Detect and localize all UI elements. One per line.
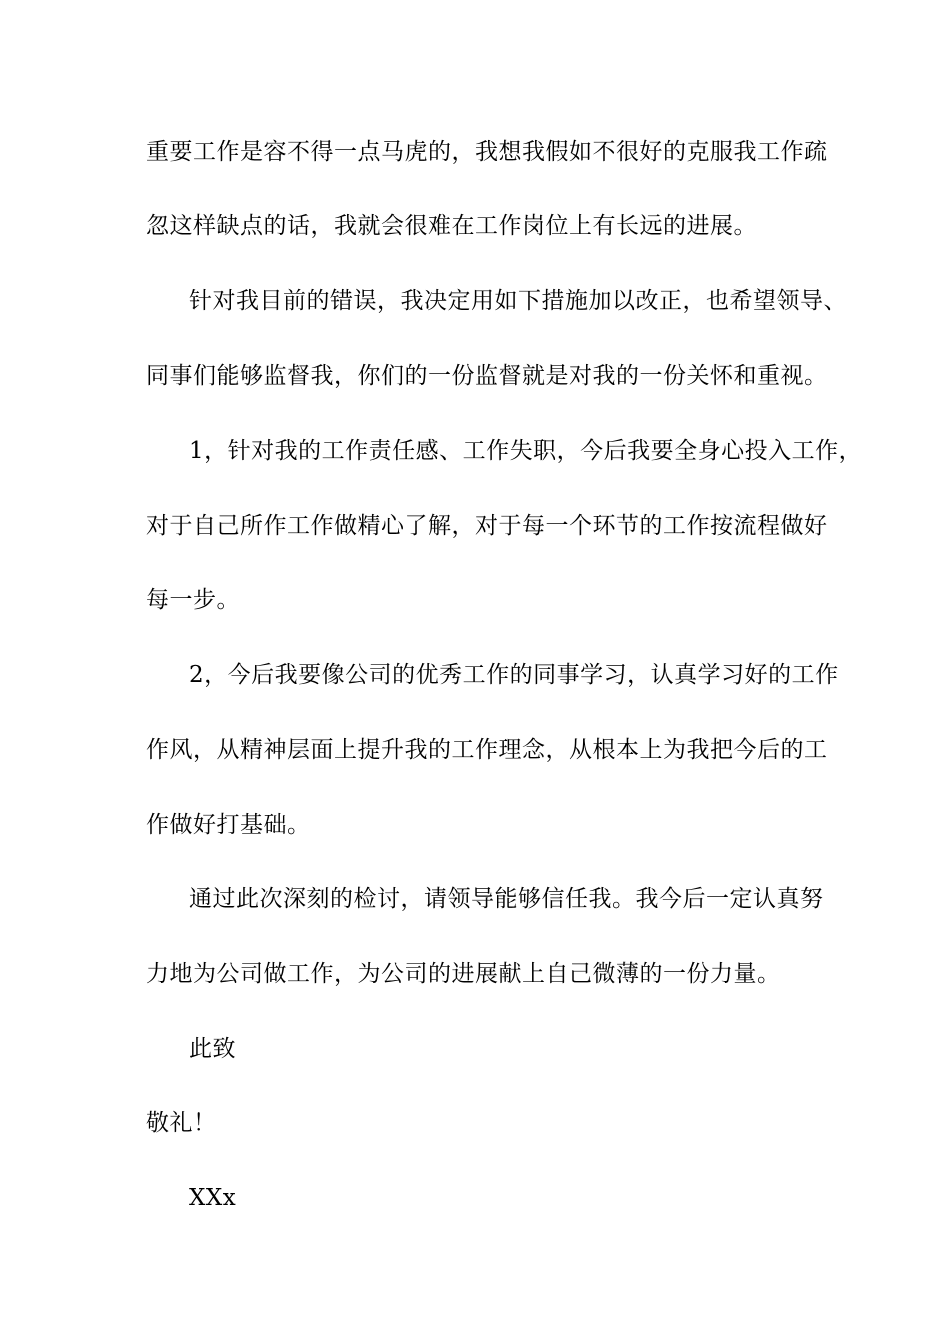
paragraph-start-line: 针对我目前的错误，我决定用如下措施加以改正，也希望领导、 <box>189 288 847 314</box>
closing-phrase: 此致 <box>189 1036 236 1062</box>
body-text-line: 对于自己所作工作做精心了解，对于每一个环节的工作按流程做好 <box>146 513 828 539</box>
body-text-line: 重要工作是容不得一点马虎的，我想我假如不很好的克服我工作疏 <box>146 139 828 165</box>
signature-name: XXx <box>189 1185 237 1211</box>
paragraph-start-line: 通过此次深刻的检讨，请领导能够信任我。我今后一定认真努 <box>189 886 824 912</box>
body-text-line: 力地为公司做工作，为公司的进展献上自己微薄的一份力量。 <box>146 961 781 987</box>
body-text-line: 每一步。 <box>146 587 240 613</box>
body-text-line: 同事们能够监督我，你们的一份监督就是对我的一份关怀和重视。 <box>146 363 828 389</box>
list-item-1-line: 1，针对我的工作责任感、工作失职，今后我要全身心投入工作， <box>189 438 863 464</box>
body-text-line: 作风，从精神层面上提升我的工作理念，从根本上为我把今后的工 <box>146 737 828 763</box>
body-text-line: 作做好打基础。 <box>146 812 311 838</box>
salutation: 敬礼！ <box>146 1110 217 1136</box>
body-text-line: 忽这样缺点的话，我就会很难在工作岗位上有长远的进展。 <box>146 213 757 239</box>
list-item-2-line: 2，今后我要像公司的优秀工作的同事学习，认真学习好的工作 <box>189 662 839 688</box>
